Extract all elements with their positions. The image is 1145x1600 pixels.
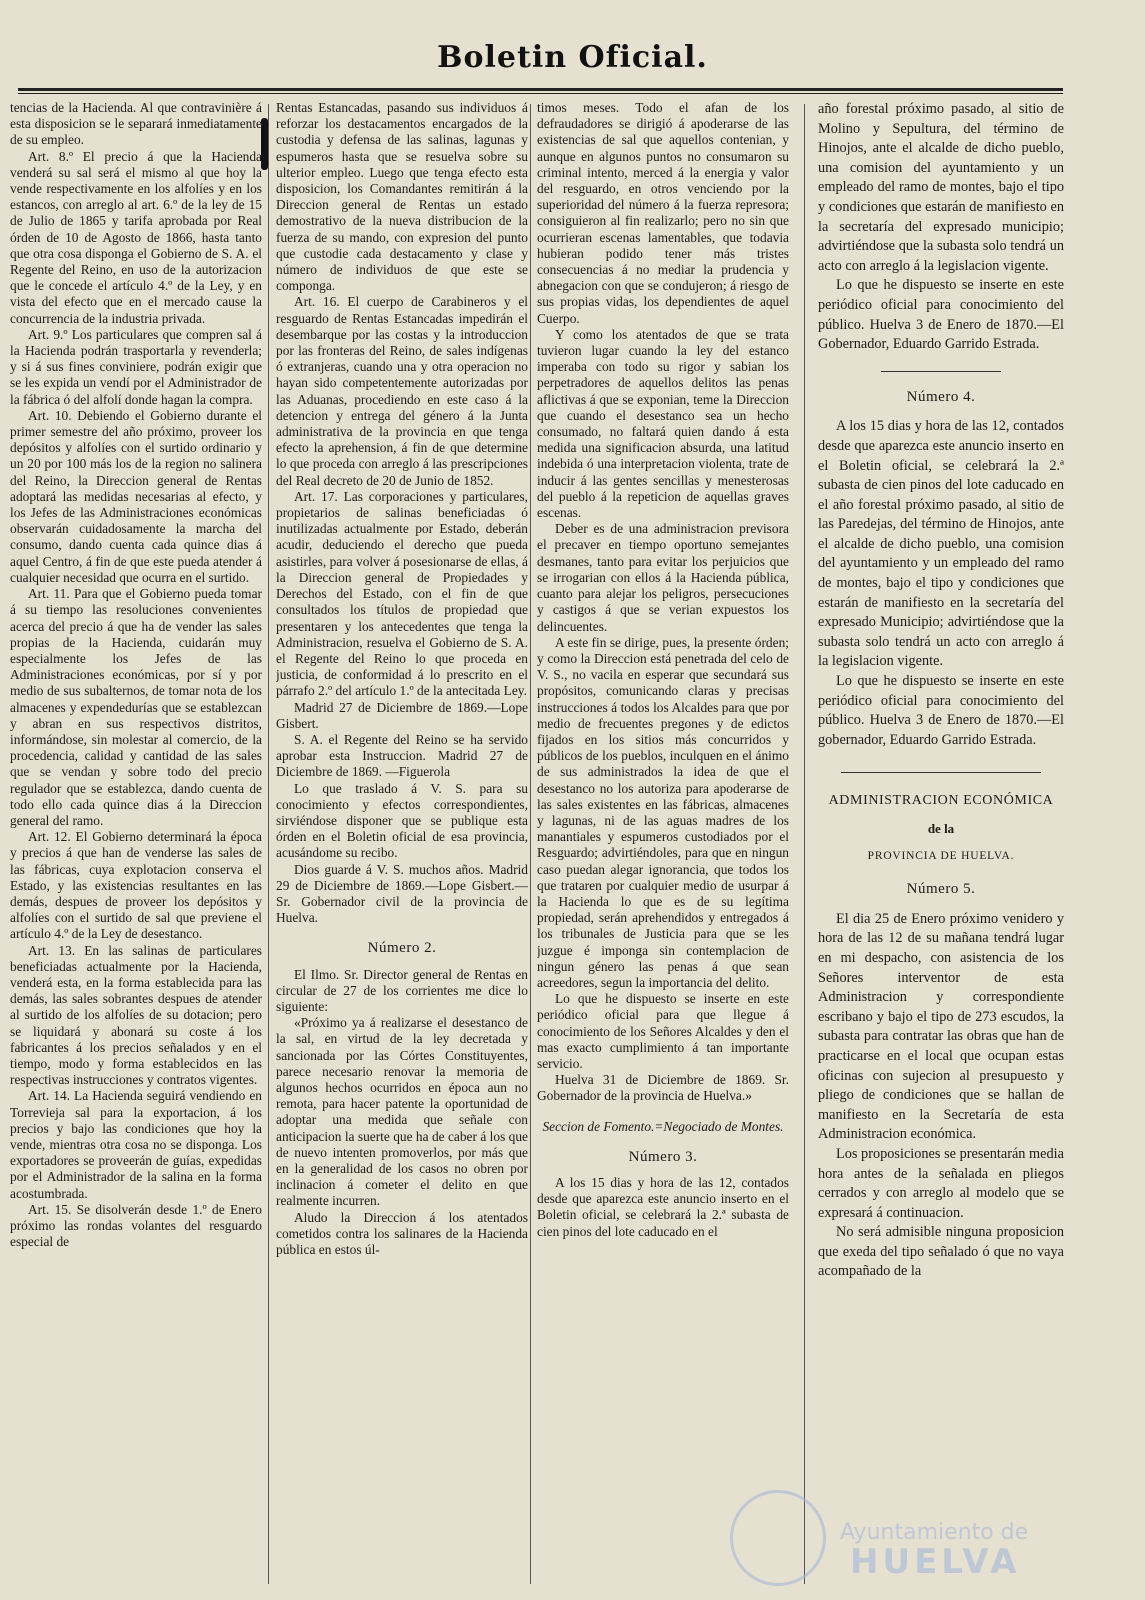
paragraph: S. A. el Regente del Reino se ha servido aprobar esta Instruccion. Madrid 27 de Diciembre de 1869. —Figuerola xyxy=(276,731,528,780)
paragraph: A este fin se dirige, pues, la presente órden; y como la Direccion está penetrada del celo de V. S., no vacila en esperar que secundará sus propósitos, comunicando claras y precisas instrucciones á todos los Alcaldes para que por medio de frecuentes pregones y de edictos fijados en los sitios más concurridos y públicos de los pueblos, inculquen en el ánimo de sus administrados la idea de que el desestanco no los autoriza para apoderarse de las sales existentes en las fábricas, almacenes y lagunas, ni de las aguas madres de los manantiales y espumeros custodiados por el Resguardo; advirtiéndoles, para que en ningun caso puedan alegar ignorancia, que todos los que trataren por cualquier medio de usurpar á la Hacienda lo que es de su legítima propiedad, serán aprehendidos y entregados á los tribunales de Justicia para que se les juzgue é imponga sin contemplacion de ningun género las penas á que sean acreedores, segun la importancia del delito. xyxy=(537,634,789,990)
paragraph: Art. 13. En las salinas de particulares beneficiadas actualmente por la Hacienda, venderá esta, en la forma establecida para las demás, las sales sobrantes despues de atender al surtido de los alfolíes de su dotacion; pero se liquidará y abonará su coste á los fabricantes á los precios señalados y en el tiempo, modo y forma establecidos en las respectivas instrucciones y contratos vigentes. xyxy=(10,942,262,1088)
paragraph: Art. 16. El cuerpo de Carabineros y el resguardo de Rentas Estancadas impedirán el desembarque por las costas y la introduccion por las fronteras del Reino, de sales indígenas ó extranjeras, cuando una y otra operacion no hayan sido competentemente autorizadas por las Aduanas, procediendo en este caso á la detencion y entrega del género á la Junta administrativa de la provincia en que tenga efecto la aprehension, á fin de que determine lo que proceda con arreglo á las prescripciones del Real decreto de 20 de Junio de 1852. xyxy=(276,294,528,488)
paragraph: A los 15 dias y hora de las 12, contados desde que aparezca este anuncio inserto en el Boletin oficial, se celebrará la 2.ª subasta de cien pinos del lote caducado en el año forestal próximo pasado, al sitio de las Paredejas, del término de Hinojos, ante el alcalde de dicho pueblo, una comision del ayuntamiento y un empleado del ramo de montes, bajo el tipo y condiciones que estarán de manifiesto en la secretaría del expresado Municipio; advirtiéndose que la subasta solo tendrá un acto con arreglo á la legislacion vigente. xyxy=(818,418,1064,670)
paragraph: A los 15 dias y hora de las 12, contados desde que aparezca este anuncio inserto en el Boletin oficial, se celebrará la 2.ª subasta de cien pinos del lote caducado en el xyxy=(537,1175,789,1239)
paragraph: Art. 10. Debiendo el Gobierno durante el primer semestre del año próximo, proveer los depósitos y alfolíes con el surtido ordinario y un 20 por 100 más los de la region no salinera del Reino, la Direccion general de Rentas adoptará las medidas necesarias al efecto, y los Jefes de las Administraciones económicas observarán cuidadosamente la marcha del consumo, dando cuenta cada quince dias á aquel Centro, á fin de que este pueda atender á cualquier necesidad que ocurra en el surtido. xyxy=(10,407,262,585)
masthead-rule-thin xyxy=(18,93,1063,94)
column-divider xyxy=(268,104,269,1584)
paragraph: Lo que he dispuesto se inserte en este periódico oficial para conocimiento del público. Huelva 3 de Enero de 1870.—El Gobernador, Eduardo Garrido Estrada. xyxy=(818,277,1064,353)
paragraph: Rentas Estancadas, pasando sus individuos á reforzar los destacamentos encargados de la custodia y defensa de las salinas, lagunas y espumeros hasta que se resuelva sobre su ulterior empleo. Luego que tenga efecto esta disposicion, los Comandantes remitirán á la Direccion general de Rentas un estado demostrativo de la nueva distribucion de la fuerza de su mando, con expresion del punto que custodie cada destacamento y clase y número de individuos de que este se componga. xyxy=(276,100,528,294)
paragraph: Huelva 31 de Diciembre de 1869. Sr. Gobernador de la provincia de Huelva.» xyxy=(537,1072,789,1104)
admin-province: PROVINCIA DE HUELVA. xyxy=(867,849,1015,862)
column-3 xyxy=(537,100,789,1590)
watermark-line-1: Ayuntamiento de xyxy=(840,1520,1029,1545)
paragraph: «Próximo ya á realizarse el desestanco de la sal, en virtud de la ley decretada y sancionada por las Córtes Constituyentes, parece necesario renovar la memoria de algunos hechos ocurridos en época aun no remota, para hacer patente la oportunidad de adoptar una medida que señale con anticipacion la suerte que ha de caber á los que de nuevo intenten promoverlos, por más que en la generalidad de los casos no obren por inclinacion á cometer el delito en que realmente incurren. xyxy=(276,1015,528,1209)
watermark-line-2: HUELVA xyxy=(850,1542,1021,1582)
section-heading-numero-4: Número 4. xyxy=(906,388,976,405)
admin-subtitle: de la xyxy=(927,821,955,836)
paragraph: Art. 17. Las corporaciones y particulares, propietarios de salinas beneficiadas ó inutilizadas actualmente por Estado, deberán acudir, deduciendo el derecho que pueda asistirles, para volver á posesionarse de ellas, á la Direccion general de Propiedades y Derechos del Estado, con el fin de que consultados los títulos de propiedad que presentaren y los antecedentes que tenga la Administracion, resuelva el Gobierno de S. A. el Regente del Reino lo que proceda en justicia, de conformidad á lo prescrito en el párrafo 2.º del artículo 1.º de la antecitada Ley. xyxy=(276,488,528,699)
separator xyxy=(841,772,1041,773)
seal-icon xyxy=(730,1490,826,1586)
paragraph: Deber es de una administracion previsora el precaver en tiempo oportuno semejantes desmanes, tanto para evitar los perjuicios que se irrogarian con ellos á la Hacienda pública, cuanto para alejar los peligros, persecuciones y castigos á que se verian expuestos los delincuentes. xyxy=(537,521,789,634)
paragraph: Art. 9.º Los particulares que compren sal á la Hacienda podrán trasportarla y revenderla; y si á sus fines conviniere, podrán exigir que se les expida un vendí por el Administrador de la fábrica ó del alfolí donde hagan la compra. xyxy=(10,326,262,407)
column-2 xyxy=(276,100,528,1590)
paragraph: año forestal próximo pasado, al sitio de Molino y Sepultura, del término de Hinojos, ante el alcalde de dicho pueblo, una comision del ayuntamiento y un empleado del ramo de montes, bajo el tipo y condiciones que estarán de manifiesto en la secretaría del expresado municipio; advirtiéndose que la subasta solo tendrá un acto con arreglo á la legislacion vigente. xyxy=(818,101,1064,274)
paragraph: El dia 25 de Enero próximo venidero y hora de las 12 de su mañana tendrá lugar en mi despacho, con asistencia de los Señores interventor de esta Administracion y correspondiente escribano y bajo el tipo de 273 escudos, la subasta para contratar las obras que han de practicarse en el local que ocupan estas oficinas con sujecion al presupuesto y pliego de condiciones que se hallan de manifiesto en la Secretaría de esta Administracion económica. xyxy=(818,910,1064,1143)
paragraph: Los proposiciones se presentarán media hora antes de la señalada en pliegos cerrados y con arreglo al modelo que se expresará á continuacion. xyxy=(818,1145,1064,1221)
paragraph: El Ilmo. Sr. Director general de Rentas en circular de 27 de los corrientes me dice lo siguiente: xyxy=(276,966,528,1014)
masthead-rule xyxy=(18,88,1063,91)
watermark xyxy=(730,1520,1070,1580)
paragraph: Art. 8.º El precio á que la Hacienda venderá su sal será el mismo al que hoy la vende respectivamente en los alfolíes y en los estancos, con arreglo al art. 6.º de la ley de 15 de Julio de 1865 y tarifa aprobada por Real órden de 10 de Agosto de 1866, hasta tanto que otra cosa disponga el Gobierno de S. A. el Regente del Reino, en uso de la autorizacion que le concede el artículo 4.º de la Ley, y en vista del efecto que en el mercado cause la concurrencia de la industria privada. xyxy=(10,148,262,326)
paragraph: tencias de la Hacienda. Al que contravinière á esta disposicion se le separará inmediatamente de su empleo. xyxy=(10,100,262,148)
ink-blot xyxy=(261,118,268,170)
admin-title: ADMINISTRACION ECONÓMICA xyxy=(828,793,1054,809)
paragraph: Art. 12. El Gobierno determinará la época y precios á que han de venderse las sales de las fábricas, cuya explotacion conserva el Estado, y las existencias resultantes en las demás, despues de proveer los depósitos y alfolíes con el surtido de sal que previene el artículo 4.º de la Ley de desestanco. xyxy=(10,829,262,942)
paragraph: Aludo la Direccion á los atentados cometidos contra los salinares de la Hacienda pública en estos úl- xyxy=(276,1209,528,1258)
section-heading-numero-2: Número 2. xyxy=(367,940,437,957)
paragraph: No será admisible ninguna proposicion que exeda del tipo señalado ó que no vaya acompañado de la xyxy=(818,1224,1064,1280)
section-heading-numero-5: Número 5. xyxy=(906,881,976,898)
masthead-title: Boletin Oficial. xyxy=(437,40,708,75)
paragraph: Art. 11. Para que el Gobierno pueda tomar á su tiempo las resoluciones convenientes acerca del precio á que ha de vender las sales propias de la Hacienda, cuidarán muy especialmente los Jefes de las Administraciones económicas, por sí y por medio de sus subalternos, de tomar nota de los almacenes y expendedurías que se establezcan y abran en sus respectivos distritos, informándose, sin molestar al comercio, de la procedencia, calidad y cantidad de las sales que se vendan y sobre todo del precio regulador que se establezca, dando cuenta de todo ello cada quince dias á la Direccion general del ramo. xyxy=(10,586,262,828)
section-title-fomento: Seccion de Fomento.=Negociado de Montes. xyxy=(542,1118,784,1134)
paragraph: Art. 15. Se disolverán desde 1.º de Enero próximo las rondas volantes del resguardo especial de xyxy=(10,1201,262,1250)
paragraph: Dios guarde á V. S. muchos años. Madrid 29 de Diciembre de 1869.—Lope Gisbert.—Sr. Gobernador civil de la provincia de Huelva. xyxy=(276,861,528,926)
paragraph: timos meses. Todo el afan de los defraudadores se dirigió á apoderarse de las existencias de sal que aquellos contenian, y aunque en algunos puntos no consumaron su criminal intento, merced á la energia y valor del resguardo, en otros venciendo por la superioridad del número á la fuerza represora; consiguieron al fin realizarlo; pero no sin que ocurrieran escenas lamentables, que todavia hubieran podido tener más tristes consecuencias á no mediar la prudencia y abnegacion con que se condujeron; á riesgo de sus propias vidas, los dependientes de aquel Cuerpo. xyxy=(537,100,789,326)
paragraph: Art. 14. La Hacienda seguirá vendiendo en Torrevieja sal para la exportacion, á los precios y bajo las condiciones que hoy la vende, mientras otra cosa no se disponga. Los exportadores se proveerán de guías, expedidas por el Administrador de la salina en la forma acostumbrada. xyxy=(10,1088,262,1201)
signature-line: Madrid 27 de Diciembre de 1869.—Lope Gisbert. xyxy=(276,699,528,731)
column-4 xyxy=(818,100,1064,1590)
column-1 xyxy=(10,100,262,1590)
separator xyxy=(881,371,1001,372)
paragraph: Lo que he dispuesto se inserte en este periódico oficial para conocimiento del público. Huelva 3 de Enero de 1870.—El gobernador, Eduardo Garrido Estrada. xyxy=(818,673,1064,748)
paragraph: Lo que traslado á V. S. para su conocimiento y efectos correspondientes, sirviéndose disponer que se publique esta órden en el Boletin oficial de esa provincia, acusándome su recibo. xyxy=(276,780,528,861)
paragraph: Lo que he dispuesto se inserte en este periódico oficial para que llegue á conocimiento de los Señores Alcaldes y den el mas exacto cumplimiento á tan importante servicio. xyxy=(537,991,789,1071)
column-divider xyxy=(530,104,531,1584)
section-heading-numero-3: Número 3. xyxy=(628,1148,698,1165)
column-divider xyxy=(804,104,805,1584)
paragraph: Y como los atentados de que se trata tuvieron lugar cuando la ley del estanco imperaba con todo su rigor y sabian los perpetradores de aquellos delitos las penas aflictivas á que se exponian, teme la Direccion que cuando el desestanco sea un hecho consumado, no faltará quien dando á esta medida una significacion absurda, una latitud indebida ó una interpretacion violenta, trate de inducir á las gentes sencillas y menesterosas del pueblo á la repeticion de aquellas graves escenas. xyxy=(537,326,789,521)
